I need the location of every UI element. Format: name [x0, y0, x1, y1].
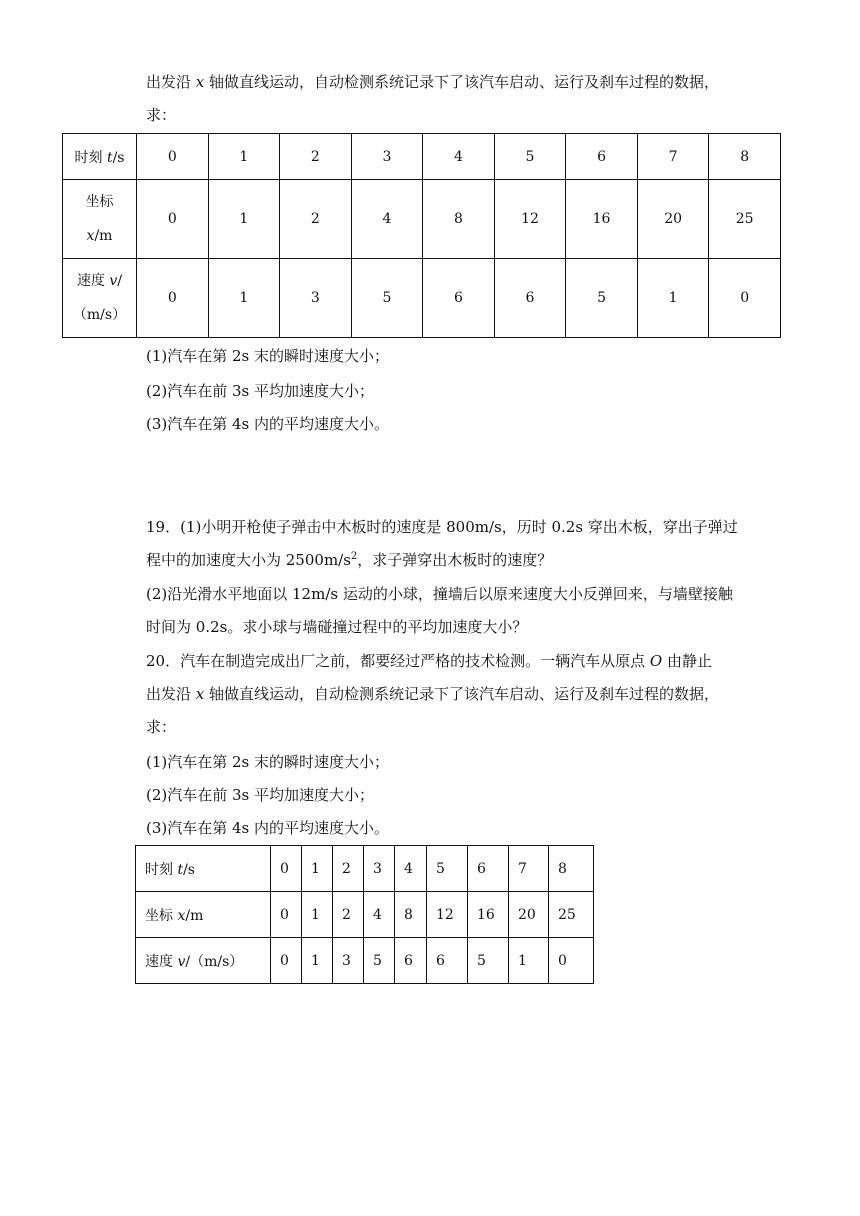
variable-x: x: [195, 685, 205, 703]
row-label-velocity: [63, 259, 137, 338]
text-span: 出发沿: [146, 73, 196, 91]
question-2: (2)汽车在前 3s 平均加速度大小；: [146, 382, 375, 400]
velocity-cell: 0: [271, 938, 302, 984]
label-text: 时刻: [145, 861, 178, 878]
variable-o: O: [649, 652, 663, 670]
problem-19-line-3: (2)沿光滑水平地面以 12m/s 运动的小球，撞墙后以原来速度大小反弹回来，与墙壁接触: [146, 585, 733, 603]
velocity-cell: 6: [427, 938, 468, 984]
label-text: 坐标: [85, 194, 114, 210]
time-cell: 2: [333, 846, 364, 892]
velocity-cell: 1: [302, 938, 333, 984]
question-3: (3)汽车在第 4s 内的平均速度大小。: [146, 415, 390, 433]
variable-x: x: [86, 228, 95, 244]
problem-20-line-1: [146, 651, 712, 671]
velocity-cell: 0: [709, 259, 781, 338]
variable-x: x: [195, 73, 205, 91]
row-label-position: [136, 892, 271, 938]
variable-x: x: [177, 907, 186, 924]
question-1: (1)汽车在第 2s 末的瞬时速度大小；: [146, 347, 390, 365]
position-cell: 0: [137, 180, 209, 259]
text-span: 由静止: [662, 652, 712, 670]
problem-20-question-2: (2)汽车在前 3s 平均加速度大小；: [146, 786, 375, 804]
intro-line-2: 求：: [146, 106, 177, 124]
velocity-cell: 5: [566, 259, 638, 338]
table-row-time: [63, 134, 781, 180]
position-cell: 25: [549, 892, 594, 938]
label-text: 时刻: [74, 149, 107, 166]
velocity-cell: 1: [208, 259, 280, 338]
time-cell: 2: [280, 134, 352, 180]
superscript: 2: [350, 551, 358, 562]
time-cell: 3: [364, 846, 395, 892]
table-row-position: [63, 180, 781, 259]
variable-v: v: [109, 273, 118, 289]
time-cell: 4: [395, 846, 427, 892]
velocity-cell: 0: [137, 259, 209, 338]
label-text: 坐标: [145, 907, 178, 924]
label-unit: /（m/s）: [185, 953, 244, 970]
position-cell: 25: [709, 180, 781, 259]
label-unit: /m: [94, 228, 113, 244]
label-unit: （m/s）: [72, 307, 127, 323]
text-span: 20．汽车在制造完成出厂之前，都要经过严格的技术检测。一辆汽车从原点: [146, 652, 650, 670]
position-cell: 4: [364, 892, 395, 938]
table-row-time: [136, 846, 594, 892]
table-row-velocity: [63, 259, 781, 338]
label-unit: /s: [112, 149, 125, 166]
position-cell: 0: [271, 892, 302, 938]
label-text: 速度: [145, 953, 178, 970]
table-row-velocity: [136, 938, 594, 984]
position-cell: 2: [333, 892, 364, 938]
velocity-cell: 5: [351, 259, 423, 338]
position-cell: 2: [280, 180, 352, 259]
position-cell: 1: [302, 892, 333, 938]
problem-19-line-4: 时间为 0.2s。求小球与墙碰撞过程中的平均加速度大小？: [146, 618, 528, 636]
problem-19-line-2: [146, 550, 552, 570]
position-cell: 12: [494, 180, 566, 259]
intro-line-1: [146, 72, 719, 92]
data-table-2: [135, 845, 594, 984]
data-table-1: [62, 133, 781, 338]
text-span: 程中的加速度大小为 2500m/s: [146, 551, 351, 569]
time-cell: 1: [302, 846, 333, 892]
velocity-cell: 0: [549, 938, 594, 984]
position-cell: 16: [468, 892, 509, 938]
velocity-cell: 5: [364, 938, 395, 984]
row-label-time: [136, 846, 271, 892]
position-cell: 16: [566, 180, 638, 259]
time-cell: 6: [566, 134, 638, 180]
variable-t: t: [106, 149, 113, 166]
row-label-time: [63, 134, 137, 180]
variable-t: t: [177, 861, 184, 878]
velocity-cell: 1: [509, 938, 549, 984]
time-cell: 7: [637, 134, 709, 180]
velocity-cell: 6: [494, 259, 566, 338]
problem-20-line-2: [146, 684, 719, 704]
velocity-cell: 6: [395, 938, 427, 984]
time-cell: 4: [423, 134, 495, 180]
problem-20-question-1: (1)汽车在第 2s 末的瞬时速度大小；: [146, 753, 390, 771]
label-slash: /: [117, 273, 123, 289]
variable-v: v: [177, 953, 186, 970]
position-cell: 12: [427, 892, 468, 938]
text-span: 轴做直线运动，自动检测系统记录下了该汽车启动、运行及刹车过程的数据，: [204, 685, 720, 703]
problem-20-line-3: 求：: [146, 718, 177, 736]
velocity-cell: 6: [423, 259, 495, 338]
position-cell: 20: [637, 180, 709, 259]
position-cell: 4: [351, 180, 423, 259]
time-cell: 0: [137, 134, 209, 180]
problem-19-line-1: 19．(1)小明开枪使子弹击中木板时的速度是 800m/s，历时 0.2s 穿出木板，穿出子弹过: [146, 518, 738, 536]
time-cell: 8: [709, 134, 781, 180]
position-cell: 8: [423, 180, 495, 259]
velocity-cell: 3: [280, 259, 352, 338]
text-span: 出发沿: [146, 685, 196, 703]
velocity-cell: 5: [468, 938, 509, 984]
time-cell: 8: [549, 846, 594, 892]
text-span: 轴做直线运动，自动检测系统记录下了该汽车启动、运行及刹车过程的数据，: [204, 73, 720, 91]
label-text: 速度: [76, 273, 110, 289]
velocity-cell: 1: [637, 259, 709, 338]
time-cell: 6: [468, 846, 509, 892]
time-cell: 5: [427, 846, 468, 892]
label-unit: /s: [183, 861, 195, 878]
problem-20-question-3: (3)汽车在第 4s 内的平均速度大小。: [146, 819, 390, 837]
row-label-position: [63, 180, 137, 259]
velocity-cell: 3: [333, 938, 364, 984]
time-cell: 7: [509, 846, 549, 892]
table-row-position: [136, 892, 594, 938]
label-unit: /m: [185, 907, 204, 924]
time-cell: 0: [271, 846, 302, 892]
time-cell: 1: [208, 134, 280, 180]
position-cell: 20: [509, 892, 549, 938]
position-cell: 1: [208, 180, 280, 259]
position-cell: 8: [395, 892, 427, 938]
text-span: ，求子弹穿出木板时的速度？: [357, 551, 553, 569]
row-label-velocity: [136, 938, 271, 984]
time-cell: 3: [351, 134, 423, 180]
time-cell: 5: [494, 134, 566, 180]
